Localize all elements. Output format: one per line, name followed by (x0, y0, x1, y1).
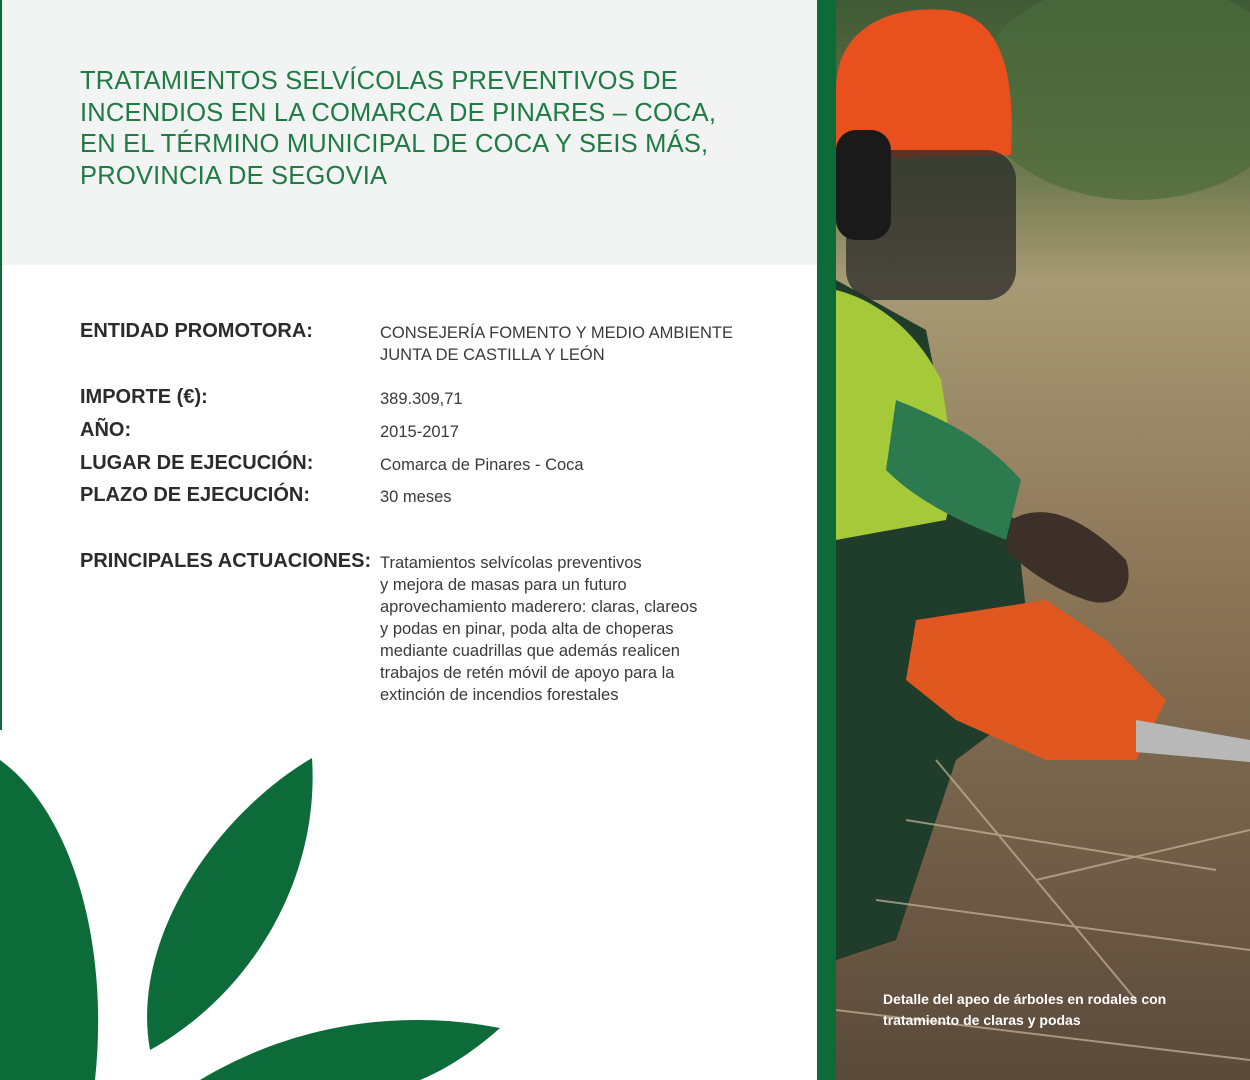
caption-line: tratamiento de claras y podas (883, 1012, 1081, 1028)
field-value (380, 322, 740, 366)
forestry-worker-photo (836, 0, 1250, 1080)
field-value (380, 552, 740, 706)
page-title (80, 66, 780, 192)
field-value-line: JUNTA DE CASTILLA Y LEÓN (380, 346, 605, 364)
field-value-line: trabajos de retén móvil de apoyo para la (380, 664, 675, 682)
leaf-shape-left (0, 760, 98, 1080)
photo-ear-muff (836, 130, 891, 240)
caption-line: Detalle del apeo de árboles en rodales con (883, 991, 1167, 1007)
title-line: TRATAMIENTOS SELVÍCOLAS PREVENTIVOS DE (80, 67, 679, 95)
green-divider-bar (817, 0, 836, 1080)
title-line: INCENDIOS EN LA COMARCA DE PINARES – COCA, (80, 98, 717, 127)
photo-caption (883, 989, 1213, 1031)
field-value: 2015-2017 (380, 423, 459, 441)
leaf-shape-bottom (200, 1020, 500, 1080)
field-value-line: y mejora de masas para un futuro (380, 576, 627, 594)
leaf-shape-middle (147, 758, 313, 1050)
left-edge-rule (0, 0, 2, 730)
field-label: ENTIDAD PROMOTORA: (80, 320, 313, 342)
field-label: PRINCIPALES ACTUACIONES: (80, 550, 372, 572)
title-line: PROVINCIA DE SEGOVIA (80, 161, 388, 190)
field-value-line: Tratamientos selvícolas preventivos (380, 554, 642, 572)
field-value: 389.309,71 (380, 390, 463, 408)
field-value-line: aprovechamiento maderero: claras, clareos (380, 598, 698, 616)
field-label: AÑO: (80, 419, 132, 441)
field-label: LUGAR DE EJECUCIÓN: (80, 452, 314, 474)
field-value: Comarca de Pinares - Coca (380, 456, 584, 474)
title-line: EN EL TÉRMINO MUNICIPAL DE COCA Y SEIS MÁS, (80, 130, 709, 158)
field-value-line: y podas en pinar, poda alta de choperas (380, 620, 674, 638)
field-value-line: CONSEJERÍA FOMENTO Y MEDIO AMBIENTE (380, 324, 733, 342)
leaf-decoration (0, 730, 817, 1080)
field-value: 30 meses (380, 488, 452, 506)
field-value-line: mediante cuadrillas que además realicen (380, 642, 680, 660)
field-value-line: extinción de incendios forestales (380, 686, 619, 704)
field-label: PLAZO DE EJECUCIÓN: (80, 484, 311, 506)
field-label: IMPORTE (€): (80, 386, 208, 408)
